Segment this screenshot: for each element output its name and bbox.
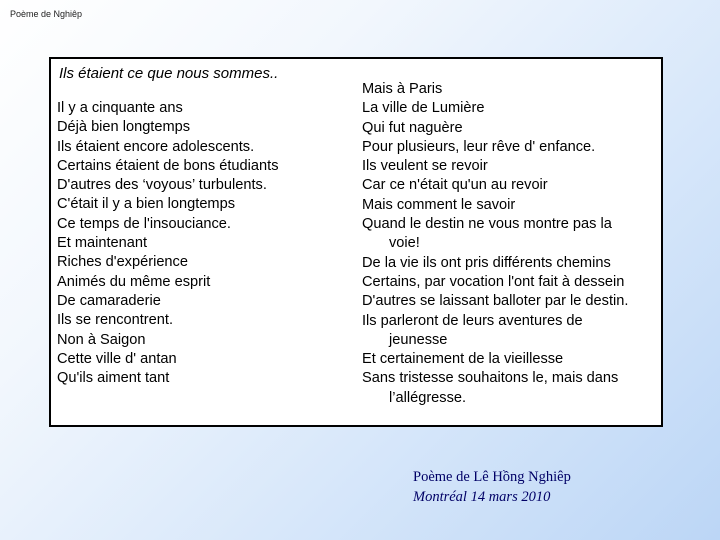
poem-line: Ils se rencontrent. <box>57 312 173 329</box>
poem-line: De camaraderie <box>57 292 161 309</box>
poem-line: Riches d'expérience <box>57 254 188 271</box>
poem-line: Ils étaient encore adolescents. <box>57 138 255 155</box>
poem-line: Il y a cinquante ans <box>57 100 183 116</box>
poem-line: Mais comment le savoir <box>362 196 516 213</box>
poem-line: La ville de Lumière <box>362 100 485 117</box>
poem-left-column <box>57 99 279 388</box>
poem-right-column <box>362 80 628 408</box>
signature <box>413 467 571 507</box>
poem-line: Et certainement de la vieillesse <box>362 351 564 368</box>
poem-line: Car ce n'était qu'un au revoir <box>362 177 548 194</box>
poem-box <box>49 57 663 427</box>
poem-line: Ils parleront de leurs aventures de <box>362 312 583 329</box>
poem-line: Sans tristesse souhaitons le, mais dans <box>362 370 619 387</box>
poem-line: Pour plusieurs, leur rêve d' enfance. <box>362 138 596 155</box>
poem-line: Qu'ils aiment tant <box>57 370 170 387</box>
poem-line: Certains, par vocation l'ont fait à dessein <box>362 273 625 290</box>
poem-line: Déjà bien longtemps <box>57 119 191 136</box>
poem-line: D'autres des ‘voyous’ turbulents. <box>57 177 267 194</box>
poem-line: Cette ville d' antan <box>57 350 177 367</box>
poem-line: D'autres se laissant balloter par le destin. <box>362 293 629 310</box>
poem-line: C'était il y a bien longtemps <box>57 196 236 213</box>
poem-line: Certains étaient de bons étudiants <box>57 157 279 174</box>
poem-line: De la vie ils ont pris différents chemins <box>362 254 611 271</box>
poem-line: l’allégresse. <box>389 389 467 406</box>
poem-line: Qui fut naguère <box>362 119 463 136</box>
page-title: Poème de Nghiêp <box>10 9 83 19</box>
poem-line: Ce temps de l'insouciance. <box>57 215 231 232</box>
signature-date: Montréal 14 mars 2010 <box>413 489 551 505</box>
poem-line: Animés du même esprit <box>57 273 211 290</box>
poem-line: voie! <box>389 235 420 252</box>
poem-heading: Ils étaient ce que nous sommes.. <box>59 65 279 82</box>
poem-line: Non à Saigon <box>57 331 146 348</box>
poem-line: jeunesse <box>389 331 448 348</box>
poem-line: Et maintenant <box>57 235 148 252</box>
poem-line: Mais à Paris <box>362 81 443 97</box>
signature-author: Poème de Lê Hồng Nghiêp <box>413 469 571 485</box>
poem-line: Ils veulent se revoir <box>362 158 488 175</box>
poem-line: Quand le destin ne vous montre pas la <box>362 216 612 233</box>
